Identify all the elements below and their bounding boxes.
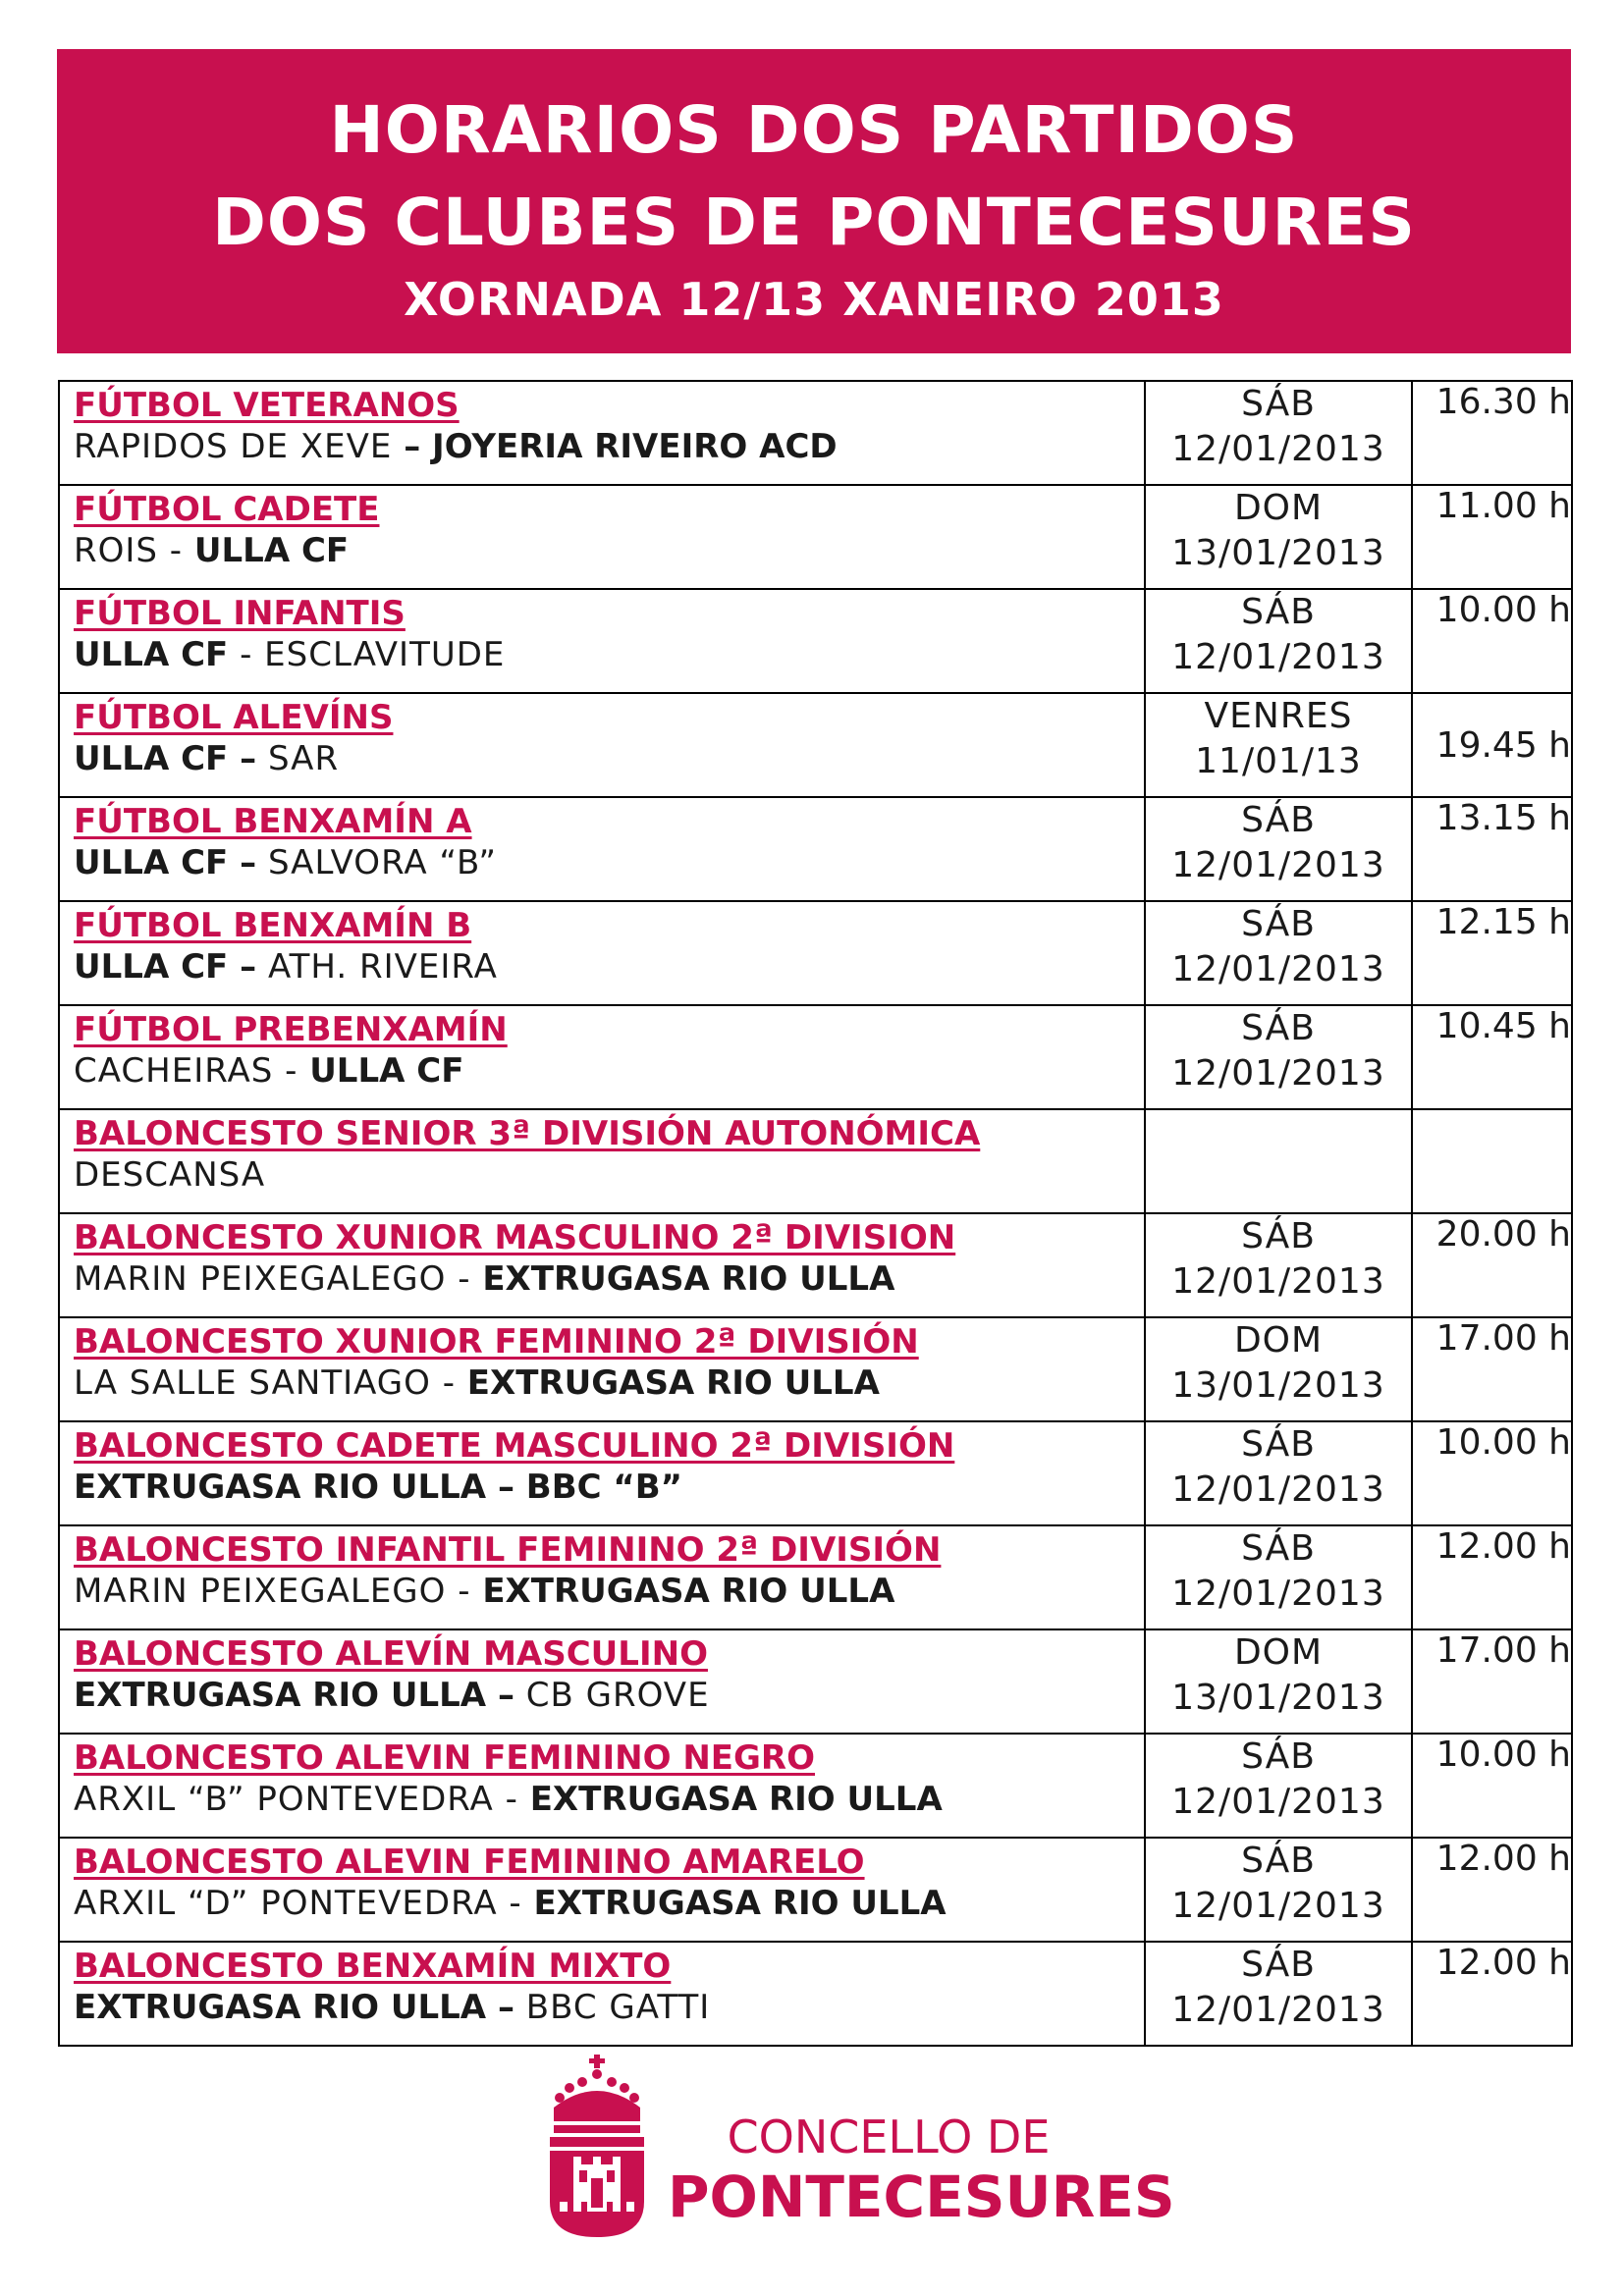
match-cell <box>59 1213 1145 1317</box>
day-cell <box>1145 1005 1412 1109</box>
home-team: ULLA CF <box>74 739 229 778</box>
day-name: SÁB <box>1241 1424 1316 1465</box>
team-separator: – <box>486 1988 526 2027</box>
home-team: CACHEIRAS <box>74 1051 274 1091</box>
day-cell <box>1145 485 1412 589</box>
day-name: DOM <box>1233 488 1324 528</box>
schedule-row <box>59 1942 1572 2046</box>
category-title: FÚTBOL VETERANOS <box>74 386 460 425</box>
home-team: RAPIDOS DE XEVE <box>74 427 393 466</box>
time-cell <box>1412 589 1572 693</box>
away-team: JOYERIA RIVEIRO ACD <box>432 427 838 466</box>
away-team: BBC “B” <box>525 1468 683 1507</box>
subtitle-matchday: XORNADA 12/13 XANEIRO 2013 <box>404 273 1224 326</box>
category-title: BALONCESTO XUNIOR FEMININO 2ª DIVISIÓN <box>74 1322 919 1362</box>
match-cell <box>59 589 1145 693</box>
match-cell <box>59 1525 1145 1629</box>
time-cell <box>1412 1213 1572 1317</box>
schedule-row <box>59 1421 1572 1525</box>
schedule-row <box>59 1838 1572 1942</box>
match-date: 12/01/2013 <box>1171 1261 1385 1302</box>
schedule-row <box>59 1109 1572 1213</box>
schedule-row <box>59 693 1572 797</box>
match-time: 10.00 h <box>1435 1422 1571 1463</box>
match-teams <box>74 635 1144 674</box>
home-team: ARXIL “B” PONTEVEDRA <box>74 1780 494 1819</box>
team-separator: – <box>486 1468 526 1507</box>
team-separator: – <box>392 427 433 466</box>
day-name: SÁB <box>1241 384 1316 424</box>
team-separator: - <box>493 1780 530 1819</box>
match-date: 13/01/2013 <box>1171 533 1385 573</box>
away-team: EXTRUGASA RIO ULLA <box>482 1259 895 1299</box>
away-team: EXTRUGASA RIO ULLA <box>529 1780 943 1819</box>
category-title: FÚTBOL BENXAMÍN A <box>74 802 472 841</box>
title-banner <box>57 49 1571 353</box>
match-teams <box>74 1572 1144 1611</box>
match-date: 12/01/2013 <box>1171 429 1385 469</box>
match-date: 11/01/13 <box>1195 741 1362 781</box>
schedule-row <box>59 485 1572 589</box>
match-teams <box>74 1155 1144 1195</box>
match-time: 11.00 h <box>1435 486 1571 526</box>
schedule-row <box>59 381 1572 485</box>
match-time: 10.00 h <box>1435 590 1571 630</box>
title-line-2: DOS CLUBES DE PONTECESURES <box>212 185 1416 260</box>
match-time: 17.00 h <box>1435 1630 1571 1671</box>
time-cell <box>1412 485 1572 589</box>
day-cell <box>1145 693 1412 797</box>
home-team: EXTRUGASA RIO ULLA <box>74 1468 487 1507</box>
category-title: BALONCESTO SENIOR 3ª DIVISIÓN AUTONÓMICA <box>74 1114 981 1153</box>
match-cell <box>59 1421 1145 1525</box>
day-cell <box>1145 1421 1412 1525</box>
home-team: EXTRUGASA RIO ULLA <box>74 1676 487 1715</box>
match-time: 10.45 h <box>1435 1006 1571 1046</box>
match-date: 12/01/2013 <box>1171 1886 1385 1926</box>
category-title: BALONCESTO ALEVIN FEMININO NEGRO <box>74 1738 816 1778</box>
category-title: BALONCESTO ALEVIN FEMININO AMARELO <box>74 1842 865 1882</box>
match-teams <box>74 1780 1144 1819</box>
time-cell <box>1412 1629 1572 1734</box>
team-separator: - <box>430 1363 467 1403</box>
coat-of-arms-icon <box>546 2055 648 2239</box>
match-time: 20.00 h <box>1435 1214 1571 1255</box>
day-name: SÁB <box>1241 592 1316 632</box>
day-cell <box>1145 1838 1412 1942</box>
match-date: 12/01/2013 <box>1171 949 1385 989</box>
title-line-1: HORARIOS DOS PARTIDOS <box>329 92 1299 168</box>
match-cell <box>59 1005 1145 1109</box>
schedule-row <box>59 1525 1572 1629</box>
category-title: BALONCESTO XUNIOR MASCULINO 2ª DIVISION <box>74 1218 956 1257</box>
team-separator: - <box>228 635 265 674</box>
time-cell <box>1412 797 1572 901</box>
category-title: FÚTBOL INFANTIS <box>74 594 406 633</box>
schedule-body <box>59 381 1572 2046</box>
day-name: SÁB <box>1241 1216 1316 1256</box>
schedule-row <box>59 901 1572 1005</box>
home-team: EXTRUGASA RIO ULLA <box>74 1988 487 2027</box>
team-separator: – <box>228 843 268 882</box>
home-team: ARXIL “D” PONTEVEDRA <box>74 1884 498 1923</box>
away-team: CB GROVE <box>525 1676 710 1715</box>
away-team: BBC GATTI <box>525 1988 711 2027</box>
day-cell <box>1145 901 1412 1005</box>
team-separator: - <box>446 1259 483 1299</box>
day-cell <box>1145 1734 1412 1838</box>
day-cell <box>1145 1213 1412 1317</box>
day-name: SÁB <box>1241 1841 1316 1881</box>
match-date: 12/01/2013 <box>1171 637 1385 677</box>
home-team: ROIS <box>74 531 158 570</box>
brand-line-2: PONTECESURES <box>668 2163 1175 2230</box>
match-time: 10.00 h <box>1435 1735 1571 1775</box>
day-name: SÁB <box>1241 1945 1316 1985</box>
match-time: 12.00 h <box>1435 1943 1571 1983</box>
match-time: 12.15 h <box>1435 902 1571 942</box>
team-separator: – <box>228 739 268 778</box>
time-cell <box>1412 1005 1572 1109</box>
day-cell <box>1145 1317 1412 1421</box>
match-cell <box>59 797 1145 901</box>
schedule-row <box>59 589 1572 693</box>
home-team: MARIN PEIXEGALEGO <box>74 1259 447 1299</box>
category-title: BALONCESTO CADETE MASCULINO 2ª DIVISIÓN <box>74 1426 955 1466</box>
category-title: BALONCESTO INFANTIL FEMININO 2ª DIVISIÓN <box>74 1530 942 1570</box>
day-cell <box>1145 797 1412 901</box>
match-cell <box>59 901 1145 1005</box>
match-date: 12/01/2013 <box>1171 1782 1385 1822</box>
day-cell <box>1145 589 1412 693</box>
day-name: SÁB <box>1241 1528 1316 1569</box>
category-title: FÚTBOL BENXAMÍN B <box>74 906 472 945</box>
match-cell <box>59 381 1145 485</box>
home-team: MARIN PEIXEGALEGO <box>74 1572 447 1611</box>
away-team: EXTRUGASA RIO ULLA <box>482 1572 895 1611</box>
time-cell <box>1412 693 1572 797</box>
away-team: EXTRUGASA RIO ULLA <box>533 1884 947 1923</box>
time-cell <box>1412 1734 1572 1838</box>
day-cell <box>1145 381 1412 485</box>
time-cell <box>1412 1525 1572 1629</box>
match-time: 12.00 h <box>1435 1839 1571 1879</box>
category-title: BALONCESTO ALEVÍN MASCULINO <box>74 1634 708 1674</box>
match-date: 13/01/2013 <box>1171 1678 1385 1718</box>
time-cell <box>1412 1109 1572 1213</box>
match-teams <box>74 531 1144 570</box>
match-time: 17.00 h <box>1435 1318 1571 1359</box>
home-team: ULLA CF <box>74 635 229 674</box>
match-teams <box>74 1468 1144 1507</box>
team-separator: - <box>497 1884 534 1923</box>
category-title: FÚTBOL CADETE <box>74 490 380 529</box>
time-cell <box>1412 1317 1572 1421</box>
category-title: BALONCESTO BENXAMÍN MIXTO <box>74 1947 672 1986</box>
day-name: SÁB <box>1241 1736 1316 1777</box>
category-title: FÚTBOL ALEVÍNS <box>74 698 394 737</box>
day-name: DOM <box>1233 1320 1324 1361</box>
match-teams <box>74 427 1144 466</box>
day-name: SÁB <box>1241 1008 1316 1048</box>
day-name: SÁB <box>1241 800 1316 840</box>
away-team: SAR <box>267 739 340 778</box>
match-date: 12/01/2013 <box>1171 1990 1385 2030</box>
time-cell <box>1412 381 1572 485</box>
match-teams <box>74 739 1144 778</box>
match-cell <box>59 1838 1145 1942</box>
brand-line-1: CONCELLO DE <box>727 2110 1051 2163</box>
team-separator: - <box>273 1051 310 1091</box>
schedule-row <box>59 1734 1572 1838</box>
match-cell <box>59 1942 1145 2046</box>
category-title: FÚTBOL PREBENXAMÍN <box>74 1010 508 1049</box>
match-cell <box>59 1109 1145 1213</box>
home-team: ULLA CF <box>74 947 229 987</box>
day-cell <box>1145 1942 1412 2046</box>
time-cell <box>1412 1421 1572 1525</box>
schedule-row <box>59 1629 1572 1734</box>
match-cell <box>59 1317 1145 1421</box>
match-date: 12/01/2013 <box>1171 1053 1385 1094</box>
match-cell <box>59 1734 1145 1838</box>
match-cell <box>59 1629 1145 1734</box>
match-cell <box>59 693 1145 797</box>
team-separator: – <box>486 1676 526 1715</box>
team-separator: – <box>228 947 268 987</box>
team-separator: - <box>446 1572 483 1611</box>
day-cell <box>1145 1629 1412 1734</box>
away-team: ESCLAVITUDE <box>264 635 506 674</box>
day-name: VENRES <box>1204 696 1353 736</box>
match-cell <box>59 485 1145 589</box>
home-team: ULLA CF <box>74 843 229 882</box>
match-time: 13.15 h <box>1435 798 1571 838</box>
away-team: EXTRUGASA RIO ULLA <box>466 1363 880 1403</box>
match-teams <box>74 843 1144 882</box>
away-team: SALVORA “B” <box>267 843 498 882</box>
match-date: 12/01/2013 <box>1171 1469 1385 1510</box>
match-time: 19.45 h <box>1435 724 1571 766</box>
match-teams <box>74 1363 1144 1403</box>
match-date: 12/01/2013 <box>1171 1574 1385 1614</box>
match-teams <box>74 1676 1144 1715</box>
match-time: 12.00 h <box>1435 1526 1571 1567</box>
day-name: SÁB <box>1241 904 1316 944</box>
day-cell <box>1145 1109 1412 1213</box>
match-teams <box>74 947 1144 987</box>
time-cell <box>1412 901 1572 1005</box>
team-separator: - <box>158 531 194 570</box>
day-name: DOM <box>1233 1632 1324 1673</box>
schedule-row <box>59 1317 1572 1421</box>
home-team: LA SALLE SANTIAGO <box>74 1363 431 1403</box>
match-date: 12/01/2013 <box>1171 845 1385 885</box>
match-teams <box>74 1259 1144 1299</box>
time-cell <box>1412 1942 1572 2046</box>
away-team: ULLA CF <box>309 1051 464 1091</box>
schedule-row <box>59 1213 1572 1317</box>
match-teams <box>74 1884 1144 1923</box>
home-team: DESCANSA <box>74 1155 266 1195</box>
away-team: ULLA CF <box>193 531 350 570</box>
day-cell <box>1145 1525 1412 1629</box>
match-teams <box>74 1988 1144 2027</box>
time-cell <box>1412 1838 1572 1942</box>
match-time: 16.30 h <box>1435 382 1571 422</box>
schedule-row <box>59 797 1572 901</box>
schedule-row <box>59 1005 1572 1109</box>
schedule-table <box>58 380 1573 2047</box>
away-team: ATH. RIVEIRA <box>267 947 498 987</box>
match-teams <box>74 1051 1144 1091</box>
match-date: 13/01/2013 <box>1171 1365 1385 1406</box>
